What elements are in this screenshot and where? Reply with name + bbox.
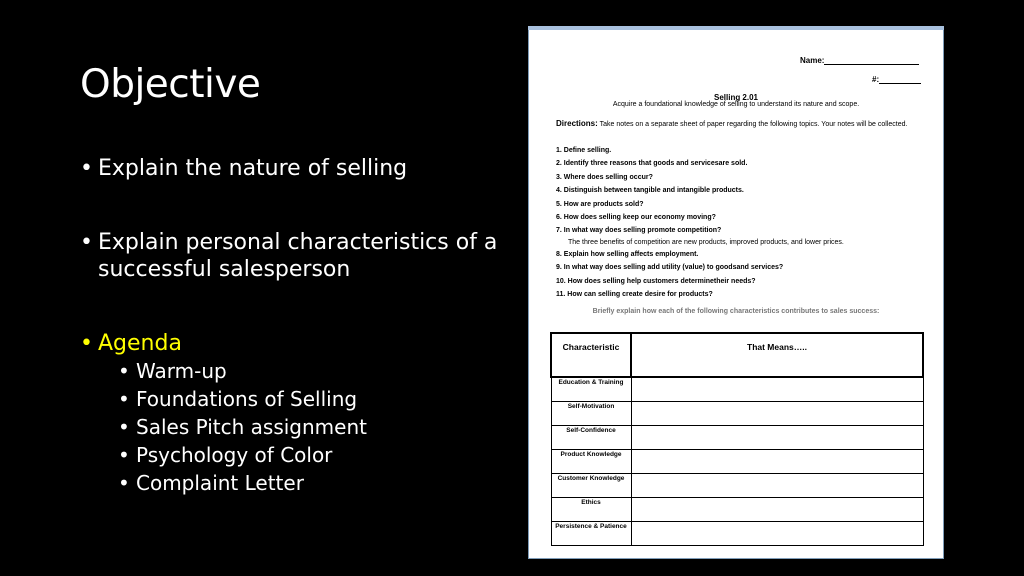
question-item: 1. Define selling. <box>556 147 612 154</box>
table-cell <box>631 498 923 522</box>
table-cell: Self-Confidence <box>551 426 631 450</box>
question-item: 6. How does selling keep our economy moving? <box>556 214 716 222</box>
table-cell: Education & Training <box>551 377 631 402</box>
table-row <box>551 377 923 402</box>
column-header: Characteristic <box>551 333 631 377</box>
table-row <box>551 402 923 426</box>
table-row <box>551 450 923 474</box>
objective-list <box>80 155 500 497</box>
column-header: That Means….. <box>631 333 923 377</box>
question-item: 4. Distinguish between tangible and intangible products. <box>556 187 744 195</box>
characteristics-table <box>550 332 924 546</box>
document-border <box>528 26 944 30</box>
table-row <box>551 522 923 546</box>
table-cell <box>631 377 923 402</box>
table-cell <box>631 426 923 450</box>
name-field: Name: <box>800 56 919 65</box>
question-item: 9. In what way does selling add utility (value) to goodsand services? <box>556 264 784 272</box>
table-cell <box>631 474 923 498</box>
table-cell <box>631 402 923 426</box>
bullet-item: • Explain personal characteristics of a successful salesperson <box>80 229 500 283</box>
question-item: 5. How are products sold? <box>556 200 644 208</box>
worksheet-heading: Selling 2.01 <box>713 93 759 102</box>
table-cell: Self-Motivation <box>551 402 631 426</box>
question-item: 10. How does selling help customers determinetheir needs? <box>556 277 756 285</box>
agenda-item: • Warm-up <box>80 357 500 385</box>
question-item: 3. Where does selling occur? <box>556 173 653 181</box>
table-cell: Customer Knowledge <box>551 474 631 498</box>
number-field: #: <box>872 75 921 84</box>
agenda-heading: • Agenda <box>80 330 500 357</box>
table-cell <box>631 450 923 474</box>
directions: Directions: Take notes on a separate sheet of paper regarding the following topics. Your notes will be collected. <box>556 119 908 128</box>
bullet-item: • Explain the nature of selling <box>80 155 500 182</box>
table-row <box>551 426 923 450</box>
table-row <box>551 474 923 498</box>
agenda-item: • Psychology of Color <box>80 441 500 469</box>
agenda-item: • Sales Pitch assignment <box>80 413 500 441</box>
question-item: 7. In what way does selling promote competition? <box>556 227 722 235</box>
worksheet-subheading: Acquire a foundational knowledge of selling to understand its nature and scope. <box>612 101 860 108</box>
agenda-item: • Complaint Letter <box>80 469 500 497</box>
question-item: 8. Explain how selling affects employment. <box>556 250 699 258</box>
agenda-item: • Foundations of Selling <box>80 385 500 413</box>
slide-title: Objective <box>80 62 261 107</box>
question-note: The three benefits of competition are new products, improved products, and lower prices. <box>568 238 844 246</box>
table-cell: Ethics <box>551 498 631 522</box>
worksheet-image <box>528 26 944 559</box>
question-list <box>556 144 844 301</box>
table-cell: Product Knowledge <box>551 450 631 474</box>
question-item: 11. How can selling create desire for products? <box>556 291 713 299</box>
question-item: 2. Identify three reasons that goods and servicesare sold. <box>556 160 748 168</box>
table-row <box>551 498 923 522</box>
brief-instruction: Briefly explain how each of the following characteristics contributes to sales success: <box>592 308 880 315</box>
table-cell <box>631 522 923 546</box>
table-cell: Persistence & Patience <box>551 522 631 546</box>
